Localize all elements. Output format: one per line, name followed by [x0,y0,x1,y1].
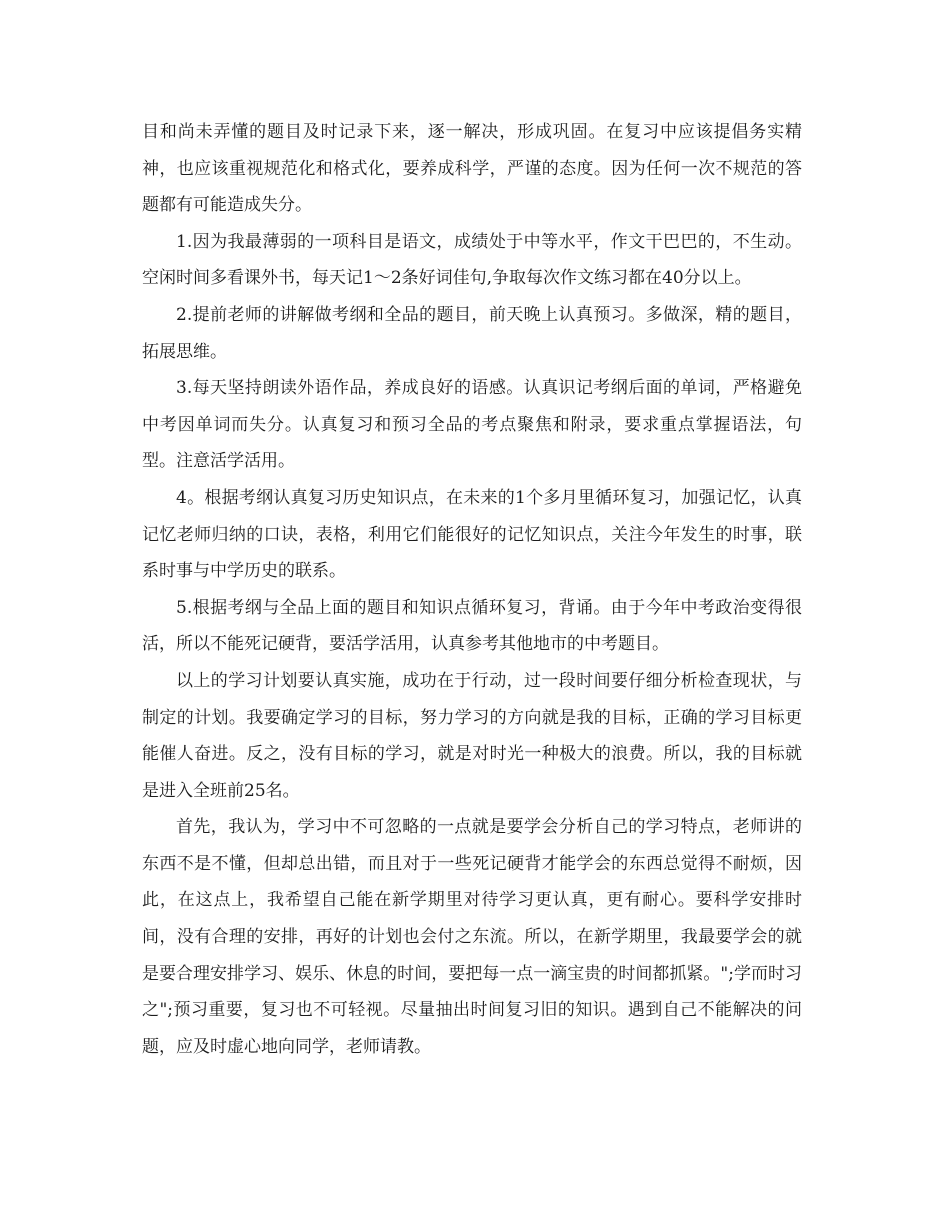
paragraph-item-3-english: 3.每天坚持朗读外语作品，养成良好的语感。认真识记考纲后面的单词，严格避免中考因单词而失分。认真复习和预习全品的考点聚焦和附录，要求重点掌握语法，句型。注意活学活用。 [142,378,802,472]
paragraph-item-1-chinese: 1.因为我最薄弱的一项科目是语文，成绩处于中等水平，作文干巴巴的，不生动。 空闲时间多看课外书，每天记1～2条好词佳句,争取每次作文练习都在40分以上。 [142,231,802,289]
paragraph-study-habits: 首先，我认为，学习中不可忽略的一点就是要学会分析自己的学习特点，老师讲的东西不是不懂，但却总出错，而且对于一些死记硬背才能学会的东西总觉得不耐烦，因此，在这点上，我希望自己能在新学期里对待学习更认真，更有耐心。要科学安排时间，没有合理的安排，再好的计划也会付之东流。所以，在新学期里，我最要学会的就是要合理安排学习、娱乐、休息的时间，要把每一点一滴宝贵的时间都抓紧。";学而时习之";预习重要，复习也不可轻视。尽量抽出时间复习旧的知识。遇到自己不能解决的问题，应及时虚心地向同学，老师请教。 [142,817,802,1057]
paragraph-continuation: 目和尚未弄懂的题目及时记录下来，逐一解决，形成巩固。在复习中应该提倡务实精神，也应该重视规范化和格式化，要养成科学，严谨的态度。因为任何一次不规范的答题都有可能造成失分。 [142,122,802,216]
paragraph-item-2-math: 2.提前老师的讲解做考纲和全品的题目，前天晚上认真预习。多做深，精的题目，拓展思维。 [142,304,802,362]
paragraph-item-4-history: 4。根据考纲认真复习历史知识点，在未来的1个多月里循环复习，加强记忆，认真记忆老师归纳的口诀，表格，利用它们能很好的记忆知识点，关注今年发生的时事，联系时事与中学历史的联系。 [142,487,802,582]
paragraph-item-5-politics: 5.根据考纲与全品上面的题目和知识点循环复习，背诵。由于今年中考政治变得很活，所以不能死记硬背，要活学活用，认真参考其他地市的中考题目。 [142,597,802,655]
document-body [142,114,802,1065]
paragraph-study-goal: 以上的学习计划要认真实施，成功在于行动，过一段时间要仔细分析检查现状，与制定的计划。我要确定学习的目标，努力学习的方向就是我的目标，正确的学习目标更能催人奋进。反之，没有目标的学习，就是对时光一种极大的浪费。所以，我的目标就是进入全班前25名。 [142,670,802,801]
